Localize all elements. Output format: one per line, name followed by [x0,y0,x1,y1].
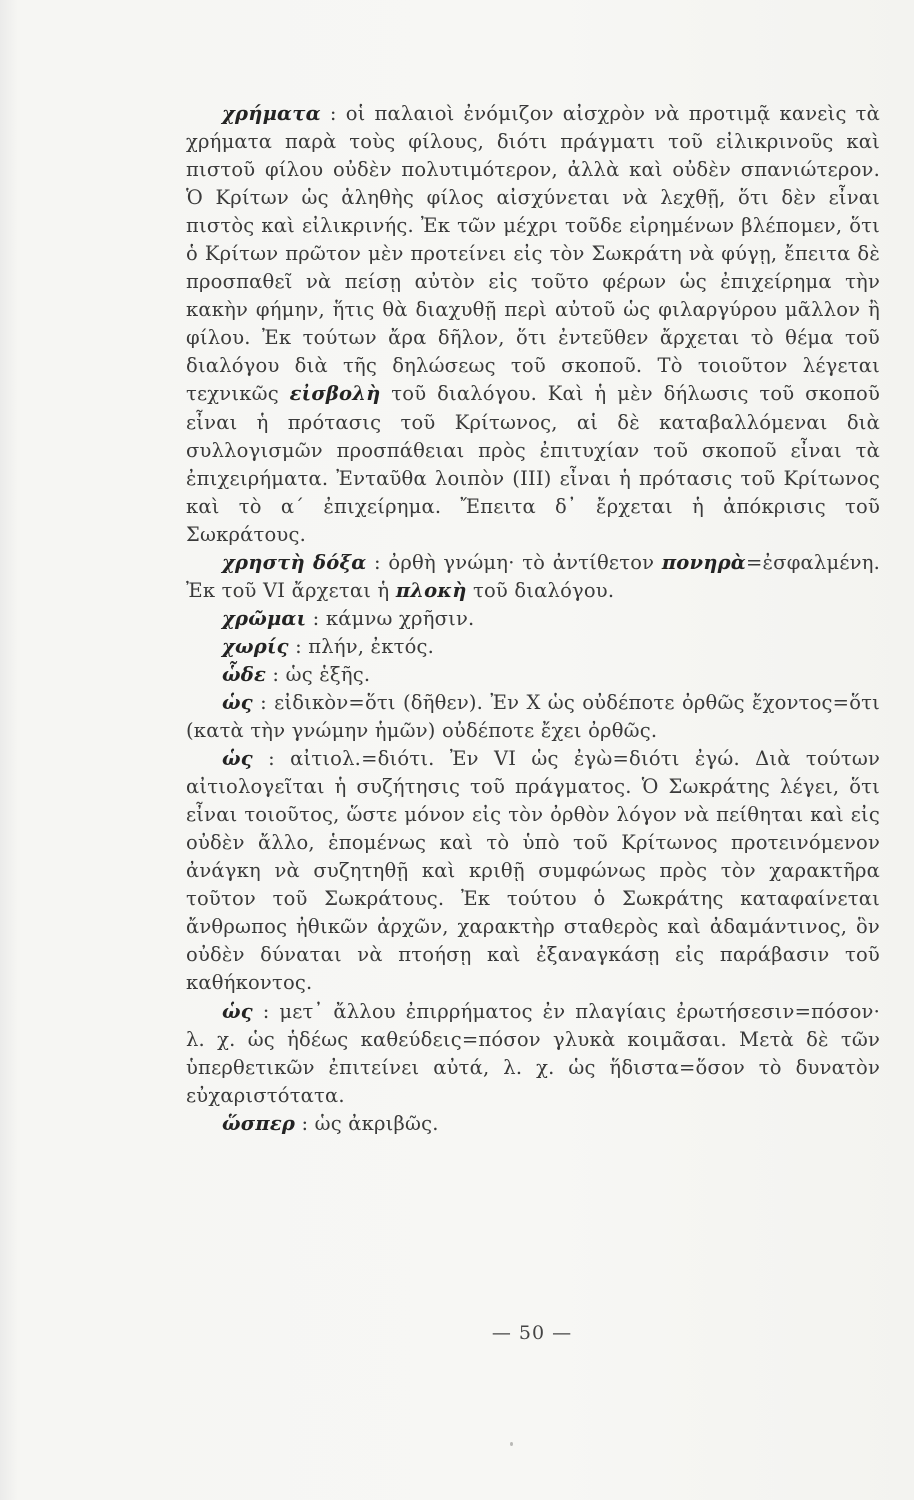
entry-lemma: χρηστὴ δόξα [222,550,367,574]
entry-lemma: ὡς [222,690,253,714]
entry-text: =ἐσφαλμένη. Ἐκ τοῦ VI ἄρχεται ἡ [186,550,880,602]
entry-lemma: χρήματα [222,102,321,125]
entry-text: : αἰτιολ.=διότι. Ἐν VI ὡς ἐγὼ=διότι ἐγώ. Διὰ τούτων αἰτιολογεῖται ἡ συζήτησις τοῦ πράγματος. Ὁ Σωκράτης λέγει, ὅτι εἶναι τοιοῦτος, ὥστε μόνον εἰς τὸν ὀρθὸν λόγον νὰ πείθηται καὶ εἰς οὐδὲν ἄλλο, ἑπομένως καὶ τὸ ὑπὸ τοῦ Κρίτωνος προτεινόμενον ἀνάγκη νὰ συζητηθῇ καὶ κριθῇ συμφώνως πρὸς τὸν χαρακτῆρα τοῦτον τοῦ Σωκράτους. Ἐκ τούτου ὁ Σωκράτης καταφαίνεται ἄνθρωπος ἠθικῶν ἀρχῶν, χαρακτὴρ σταθερὸς καὶ ἀδαμάντινος, ὃν οὐδὲν δύναται νὰ πτοήσῃ καὶ ἐξαναγκάσῃ εἰς παράβασιν τοῦ καθήκοντος. [186,747,880,995]
entry-text: : ὀρθὴ γνώμη· τὸ ἀντίθετον [366,550,662,574]
entry-text: τοῦ διαλόγου. Καὶ ἡ μὲν δήλωσις τοῦ σκοποῦ εἶναι ἡ πρότασις τοῦ Κρίτωνος, αἱ δὲ καταβαλλόμεναι διὰ συλλογισμῶν προσπάθειαι πρὸς ἐπιτυχίαν τοῦ σκοποῦ εἶναι τὰ ἐπιχειρήματα. Ἐνταῦθα λοιπὸν (ΙΙΙ) εἶναι ἡ πρότασις τοῦ Κρίτωνος καὶ τὸ α΄ ἐπιχείρημα. Ἔπειτα δ᾿ ἔρχεται ἡ ἀπόκρισις τοῦ Σωκράτους. [186,382,880,546]
glossary-entry [186,745,880,997]
entry-text: : μετ᾿ ἄλλου ἐπιρρήματος ἐν πλαγίαις ἐρωτήσεσιν=πόσον· λ. χ. ὡς ἡδέως καθεύδεις=πόσον γλυκὰ κοιμᾶσαι. Μετὰ δὲ τῶν ὑπερθετικῶν ἐπιτείνει αὐτά, λ. χ. ὡς ἥδιστα=ὅσον τὸ δυνατὸν εὐχαριστότατα. [186,999,880,1107]
entry-lemma: ὡς [222,999,253,1023]
entry-lemma: ὡς [222,747,253,771]
entry-term: εἰσβολὴ [289,382,381,406]
glossary-entry [186,661,880,689]
entry-lemma: χρῶμαι [222,606,307,630]
paper-speck [510,1442,513,1446]
entry-text: : ὡς ἑξῆς. [266,662,371,686]
entry-text: : κάμνω χρῆσιν. [306,606,475,630]
entry-term: πλοκὴ [395,578,467,602]
glossary-text [186,100,880,1138]
glossary-entry [186,633,880,661]
entry-text: : πλήν, ἐκτός. [288,634,435,658]
glossary-entry [186,605,880,633]
glossary-entry [186,1110,880,1138]
page-number: — 50 — [491,1322,573,1344]
glossary-entry [186,689,880,745]
glossary-entry [186,998,880,1110]
glossary-entry [186,549,880,605]
entry-lemma: ὥσπερ [222,1111,296,1135]
entry-lemma: χωρίς [222,634,289,658]
entry-text: : ὡς ἀκριβῶς. [295,1111,439,1135]
entry-text: : οἱ παλαιοὶ ἐνόμιζον αἰσχρὸν νὰ προτιμᾷ κανεὶς τὰ χρήματα παρὰ τοὺς φίλους, διότι πράγματι τοῦ εἰλικρινοῦς καὶ πιστοῦ φίλου οὐδὲν πολυτιμότερον, ἀλλὰ καὶ οὐδὲν σπανιώτερον. Ὁ Κρίτων ὡς ἀληθὴς φίλος αἰσχύνεται νὰ λεχθῇ, ὅτι δὲν εἶναι πιστὸς καὶ εἰλικρινής. Ἐκ τῶν μέχρι τοῦδε εἰρημένων βλέπομεν, ὅτι ὁ Κρίτων πρῶτον μὲν προτείνει εἰς τὸν Σωκράτη νὰ φύγῃ, ἔπειτα δὲ προσπαθεῖ νὰ πείσῃ αὐτὸν εἰς τοῦτο φέρων ὡς ἐπιχείρημα τὴν κακὴν φήμην, ἥτις θὰ διαχυθῇ περὶ αὐτοῦ ὡς φιλαργύρου μᾶλλον ἢ φίλου. Ἐκ τούτων ἄρα δῆλον, ὅτι ἐντεῦθεν ἄρχεται τὸ θέμα τοῦ διαλόγου διὰ τῆς δηλώσεως τοῦ σκοποῦ. Τὸ τοιοῦτον λέγεται τεχνικῶς [186,102,880,406]
entry-term: πονηρὰ [661,550,746,574]
glossary-entry [186,100,880,549]
entry-text: : εἰδικὸν=ὅτι (δῆθεν). Ἐν Χ ὡς οὐδέποτε ὀρθῶς ἔχοντος=ὅτι (κατὰ τὴν γνώμην ἡμῶν) οὐδέποτε ἔχει ὀρθῶς. [186,690,880,743]
entry-text: τοῦ διαλόγου. [466,578,615,602]
entry-lemma: ὧδε [222,662,267,686]
